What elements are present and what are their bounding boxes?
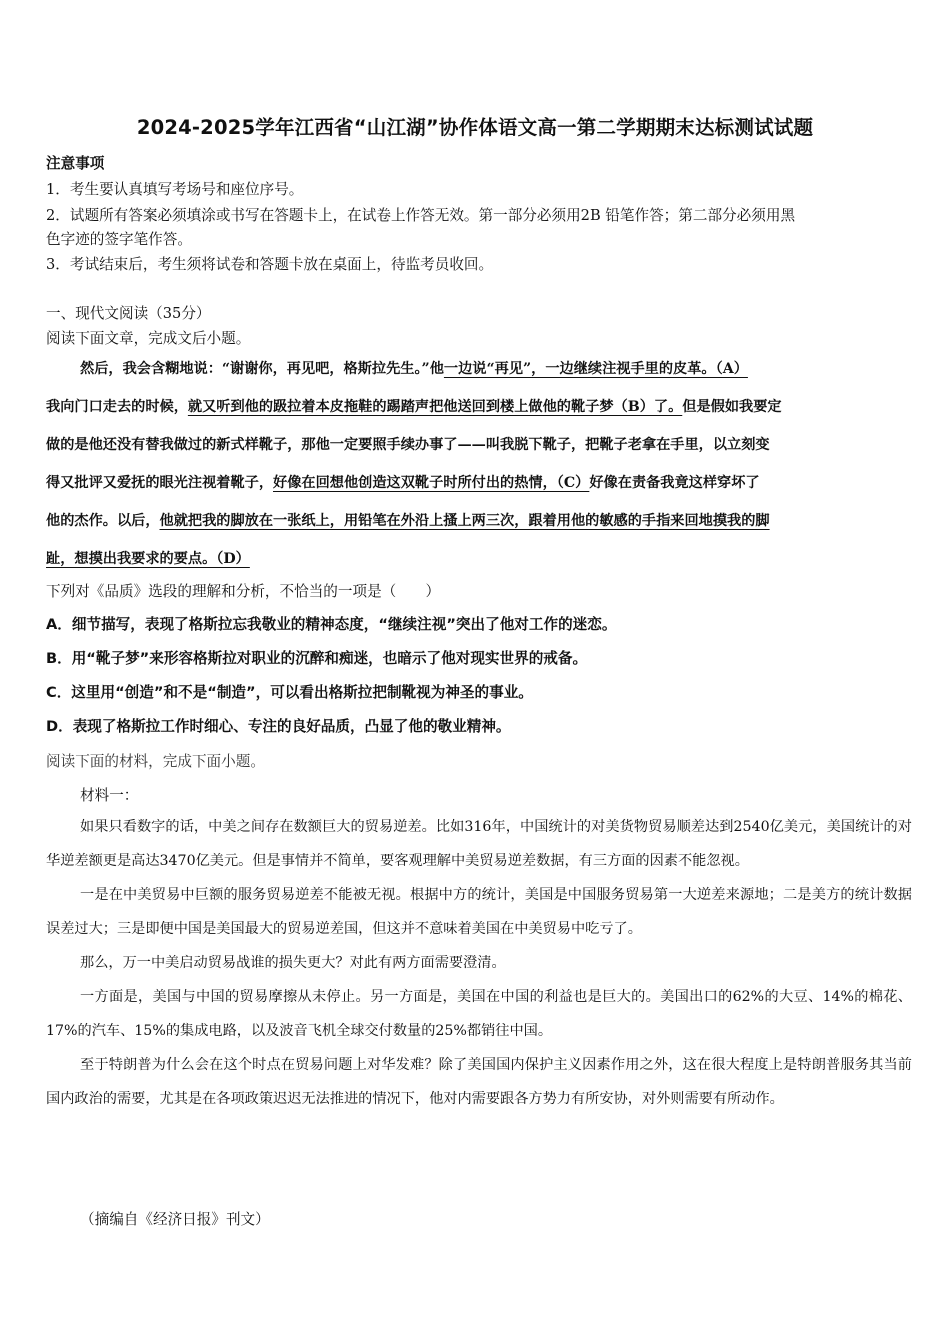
underlined-text-b: 就又听到他的趿拉着本皮拖鞋的踢踏声把他送回到楼上做他的靴子梦（B）了。 xyxy=(187,399,683,415)
passage-line xyxy=(46,540,908,578)
notice-item: 2．试题所有答案必须填涂或书写在答题卡上，在试卷上作答无效。第一部分必须用2B 铅笔作答；第二部分必须用黑 xyxy=(46,207,796,224)
section2-instruction: 阅读下面的材料，完成下面小题。 xyxy=(46,753,265,770)
source-note: （摘编自《经济日报》刊文） xyxy=(80,1211,270,1228)
material-paragraph: 一是在中美贸易中巨额的服务贸易逆差不能被无视。根据中方的统计，美国是中国服务贸易第一大逆差来源地；二是美方的统计数据误差过大；三是即便中国是美国最大的贸易逆差国，但这并不意味着美国在中美贸易中吃亏了。 xyxy=(46,887,912,937)
passage-text: 然后，我会含糊地说：“谢谢你，再见吧，格斯拉先生。”他 xyxy=(80,361,444,377)
material-paragraph: 如果只看数字的话，中美之间存在数额巨大的贸易逆差。比如316年，中国统计的对美货物贸易顺差达到2540亿美元，美国统计的对华逆差额更是高达3470亿美元。但是事情并不简单，要客观理解中美贸易逆差数据，有三方面的因素不能忽视。 xyxy=(46,819,912,869)
underlined-text-d-end: 趾，想摸出我要求的要点。（D） xyxy=(46,551,250,567)
passage-1 xyxy=(46,350,908,578)
notice-item: 3．考试结束后，考生须将试卷和答题卡放在桌面上，待监考员收回。 xyxy=(46,256,494,273)
option-c: C．这里用“创造”和不是“制造”，可以看出格斯拉把制靴视为神圣的事业。 xyxy=(46,684,533,701)
option-b: B．用“靴子梦”来形容格斯拉对职业的沉醉和痴迷，也暗示了他对现实世界的戒备。 xyxy=(46,650,588,667)
option-d: D．表现了格斯拉工作时细心、专注的良好品质，凸显了他的敬业精神。 xyxy=(46,718,511,735)
notice-item: 色字迹的签字笔作答。 xyxy=(46,231,192,248)
passage-text: 他的杰作。以后， xyxy=(46,513,160,529)
passage-text: 我向门口走去的时候， xyxy=(46,399,188,415)
passage-text: 得又批评又爱抚的眼光注视着靴子， xyxy=(46,475,274,491)
underlined-text-a: 一边说“再见”，一边继续注视手里的皮革。（A） xyxy=(443,361,748,377)
underlined-text-d: 他就把我的脚放在一张纸上，用铅笔在外沿上搔上两三次，跟着用他的敏感的手指来回地摸我的脚 xyxy=(159,513,770,529)
underlined-text-c: 好像在回想他创造这双靴子时所付出的热情，（C） xyxy=(273,475,590,491)
section1-instruction: 阅读下面文章，完成文后小题。 xyxy=(46,330,251,347)
exam-title: 2024-2025学年江西省“山江湖”协作体语文高一第二学期期末达标测试试题 xyxy=(136,116,814,139)
passage-line xyxy=(46,502,908,540)
passage-text: 但是假如我要定 xyxy=(682,399,782,415)
section1-heading: 一、现代文阅读（35分） xyxy=(46,305,211,322)
option-a: A．细节描写，表现了格斯拉忘我敬业的精神态度，“继续注视”突出了他对工作的迷恋。 xyxy=(46,616,617,633)
material-paragraph: 那么，万一中美启动贸易战谁的损失更大？对此有两方面需要澄清。 xyxy=(80,955,506,971)
question-stem: 下列对《品质》选段的理解和分析，不恰当的一项是（ ） xyxy=(46,583,441,600)
passage-line xyxy=(46,464,908,502)
material-paragraph: 至于特朗普为什么会在这个时点在贸易问题上对华发难？除了美国国内保护主义因素作用之外，这在很大程度上是特朗普服务其当前国内政治的需要，尤其是在各项政策迟迟无法推进的情况下，他对内需要跟各方势力有所安协，对外则需要有所动作。 xyxy=(46,1057,912,1107)
notice-heading: 注意事项 xyxy=(46,155,105,172)
passage-line xyxy=(46,388,908,426)
material-1 xyxy=(46,810,912,1116)
notice-item: 1．考生要认真填写考场号和座位序号。 xyxy=(46,181,304,198)
passage-line: 做的是他还没有替我做过的新式样靴子，那他一定要照手续办事了——叫我脱下靴子，把靴子老拿在手里，以立刻变 xyxy=(46,437,770,453)
material-label: 材料一： xyxy=(80,787,139,804)
passage-line xyxy=(46,350,908,388)
passage-text: 好像在责备我竟这样穿坏了 xyxy=(589,475,760,491)
material-paragraph: 一方面是，美国与中国的贸易摩擦从未停止。另一方面是，美国在中国的利益也是巨大的。美国出口的62%的大豆、14%的棉花、17%的汽车、15%的集成电路，以及波音飞机全球交付数量的25%都销往中国。 xyxy=(46,989,912,1039)
